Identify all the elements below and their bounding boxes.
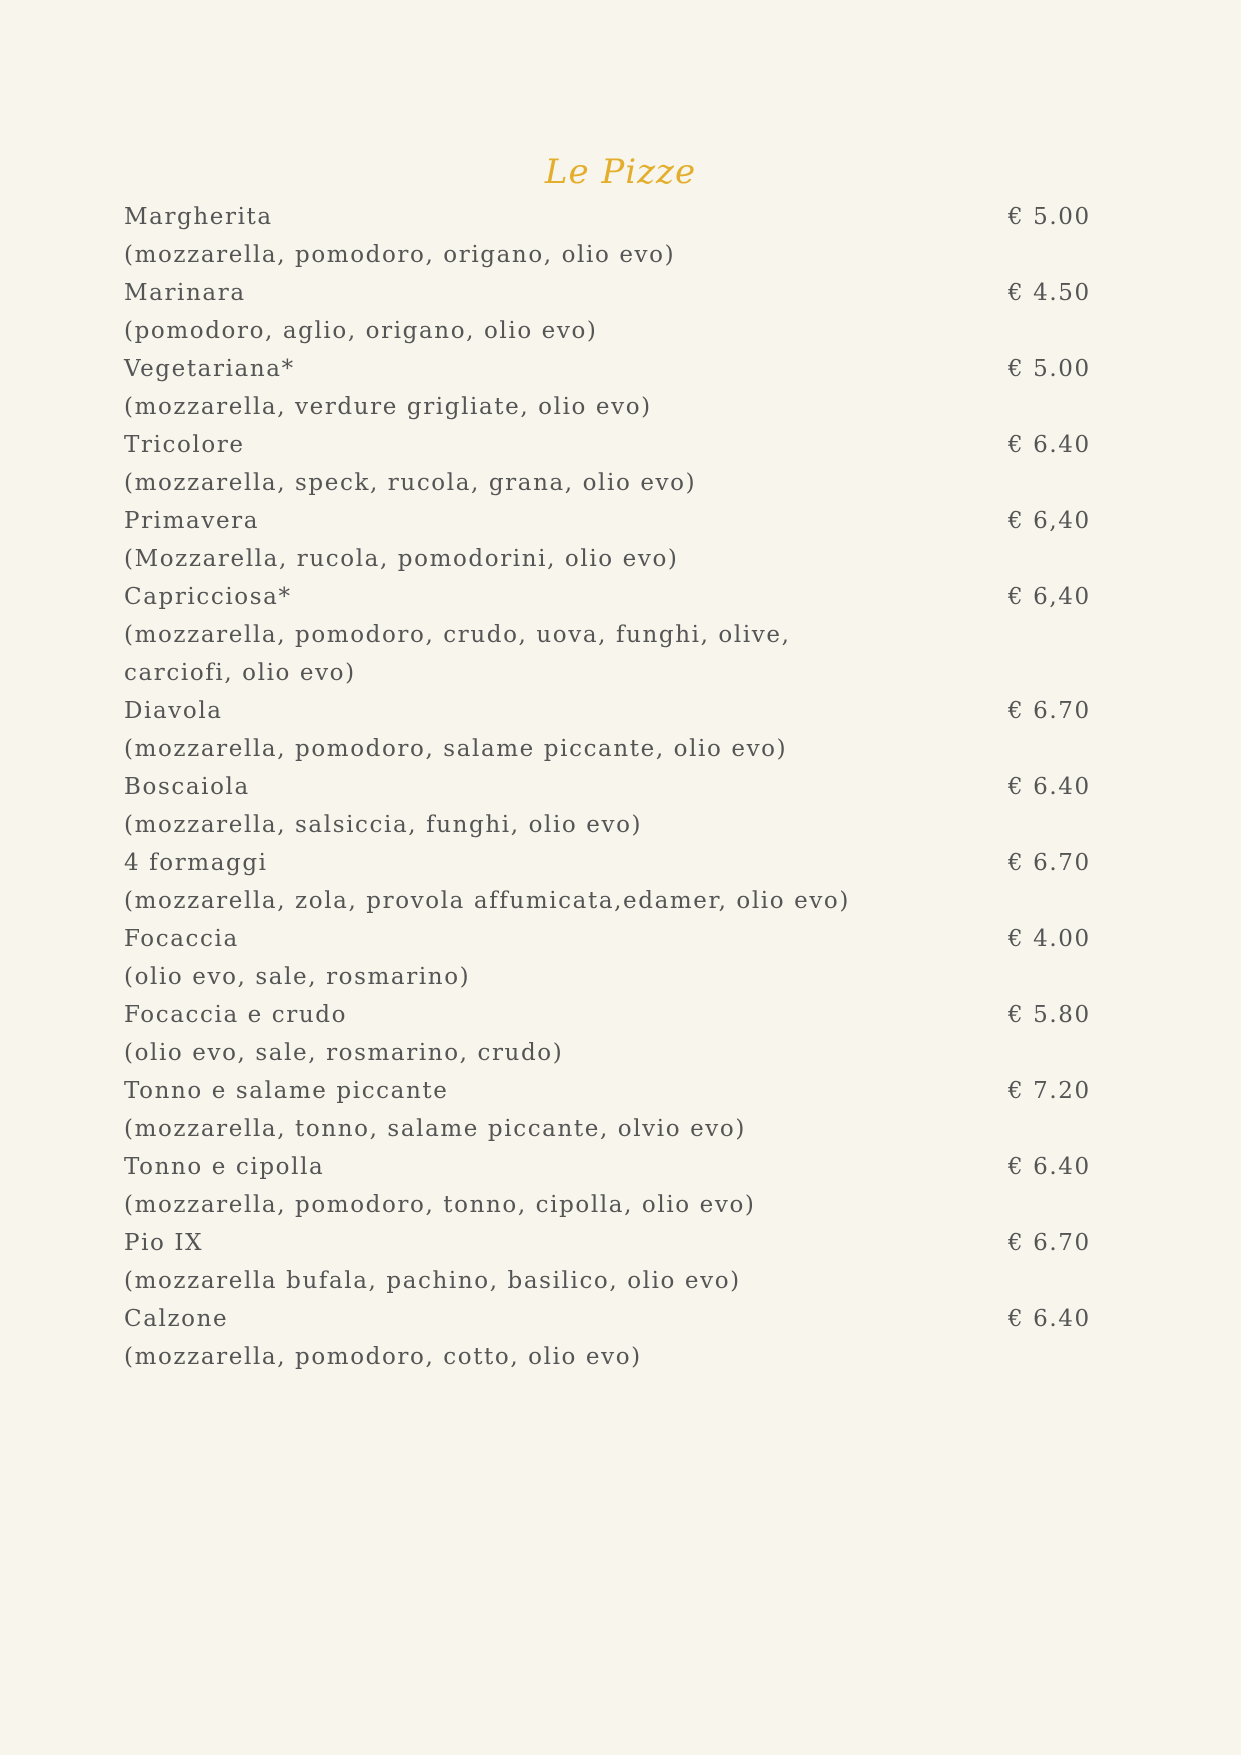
menu-item [124,692,1094,768]
menu-item-name: Tricolore [124,432,245,458]
menu-item-ingredients: (mozzarella, pomodoro, salame piccante, olio evo) [124,736,788,762]
menu-item-header [124,274,1094,312]
menu-item-price: € 4.50 [1008,280,1091,306]
menu-item-ingredients: (mozzarella, tonno, salame piccante, olvio evo) [124,1116,746,1142]
menu-item-name: Vegetariana* [124,356,295,382]
menu-item-header [124,768,1094,806]
menu-item-ingredients: (mozzarella, pomodoro, tonno, cipolla, olio evo) [124,1192,756,1218]
menu-item-price: € 7.20 [1008,1078,1091,1104]
menu-item-name: Capricciosa* [124,584,292,610]
menu-item-price: € 6.40 [1008,774,1091,800]
menu-item-name: Calzone [124,1306,229,1332]
menu-item-header [124,426,1094,464]
menu-item-ingredients: (mozzarella, zola, provola affumicata,edamer, olio evo) [124,888,850,914]
menu-item-price: € 5.00 [1008,356,1091,382]
menu-item-ingredients: carciofi, olio evo) [124,660,356,686]
menu-item [124,1148,1094,1224]
menu-item-price: € 6,40 [1008,508,1091,534]
menu-item-header [124,578,1094,616]
menu-item-name: Boscaiola [124,774,250,800]
menu-item-name: Margherita [124,204,273,230]
menu-item [124,578,1094,692]
menu-item-name: Focaccia e crudo [124,1002,348,1028]
menu-item-ingredients: (Mozzarella, rucola, pomodorini, olio evo) [124,546,679,572]
pizza-menu-list [124,198,1094,1376]
menu-item [124,768,1094,844]
menu-item [124,502,1094,578]
menu-item-name: Focaccia [124,926,239,952]
menu-item-header [124,844,1094,882]
menu-item-name: Tonno e cipolla [124,1154,325,1180]
menu-item-price: € 6.70 [1008,850,1091,876]
menu-item-header [124,502,1094,540]
menu-item-ingredients: (olio evo, sale, rosmarino, crudo) [124,1040,564,1066]
menu-item [124,198,1094,274]
menu-item-price: € 6.70 [1008,698,1091,724]
menu-item [124,1072,1094,1148]
menu-item-ingredients: (mozzarella, pomodoro, crudo, uova, funghi, olive, [124,622,791,648]
menu-item-price: € 6.40 [1008,432,1091,458]
menu-item-header [124,1300,1094,1338]
menu-item-price: € 6.40 [1008,1154,1091,1180]
menu-item-ingredients: (olio evo, sale, rosmarino) [124,964,471,990]
menu-item [124,1300,1094,1376]
menu-item-header [124,996,1094,1034]
menu-item-price: € 6,40 [1008,584,1091,610]
menu-item-ingredients: (mozzarella, pomodoro, origano, olio evo) [124,242,676,268]
menu-item-name: Pio IX [124,1230,204,1256]
menu-item-header [124,692,1094,730]
menu-item-name: Tonno e salame piccante [124,1078,449,1104]
menu-item-ingredients: (mozzarella, verdure grigliate, olio evo) [124,394,652,420]
menu-item-header [124,1072,1094,1110]
menu-item [124,844,1094,920]
menu-item-name: Marinara [124,280,246,306]
menu-item-name: Diavola [124,698,223,724]
menu-item-header [124,920,1094,958]
menu-item-name: 4 formaggi [124,850,268,876]
menu-item-header [124,350,1094,388]
menu-item-price: € 4.00 [1008,926,1091,952]
menu-item [124,274,1094,350]
menu-item-header [124,1224,1094,1262]
menu-item-price: € 5.80 [1008,1002,1091,1028]
menu-item-ingredients: (mozzarella, salsiccia, funghi, olio evo) [124,812,643,838]
menu-item-name: Primavera [124,508,260,534]
menu-item-header [124,198,1094,236]
menu-item [124,1224,1094,1300]
menu-item-price: € 5.00 [1008,204,1091,230]
menu-item [124,350,1094,426]
menu-item-ingredients: (mozzarella bufala, pachino, basilico, olio evo) [124,1268,741,1294]
page-title: Le Pizze [544,152,697,192]
menu-item [124,996,1094,1072]
menu-item-ingredients: (pomodoro, aglio, origano, olio evo) [124,318,598,344]
menu-item-header [124,1148,1094,1186]
menu-item-price: € 6.40 [1008,1306,1091,1332]
menu-item-price: € 6.70 [1008,1230,1091,1256]
menu-item-ingredients: (mozzarella, pomodoro, cotto, olio evo) [124,1344,642,1370]
menu-item [124,920,1094,996]
menu-item-ingredients: (mozzarella, speck, rucola, grana, olio evo) [124,470,697,496]
menu-item [124,426,1094,502]
